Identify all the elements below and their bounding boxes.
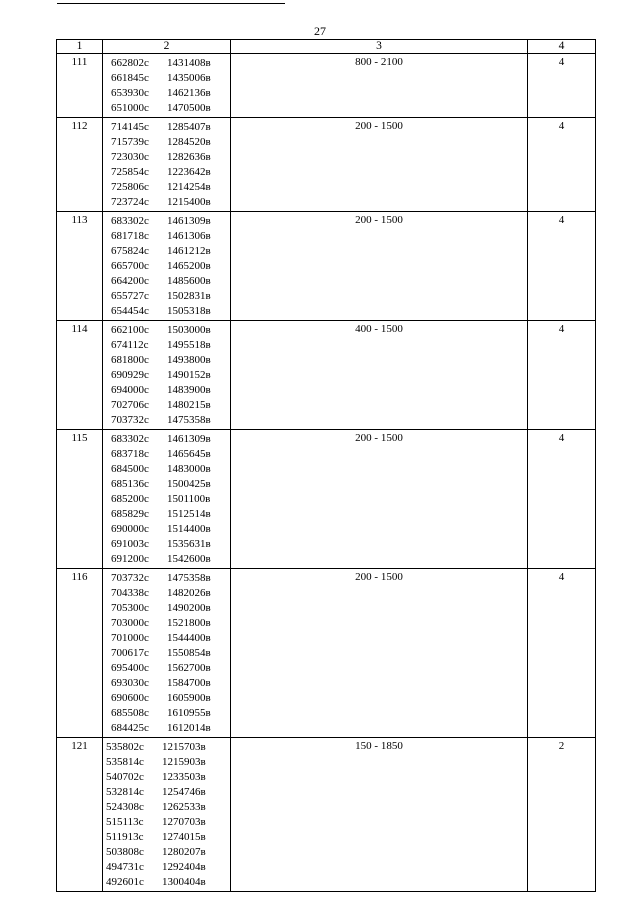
coordinate-pair	[106, 860, 230, 875]
longitude-value: 1274015в	[162, 831, 206, 843]
latitude-value: 654454с	[111, 305, 149, 317]
coordinate-pair	[111, 586, 230, 601]
latitude-value: 532814с	[106, 786, 144, 798]
longitude-value: 1215703в	[162, 741, 206, 753]
coordinate-pair	[111, 571, 230, 586]
coordinate-pair	[111, 150, 230, 165]
latitude-value: 684500с	[111, 463, 149, 475]
latitude-value: 704338с	[111, 587, 149, 599]
longitude-value: 1461309в	[167, 433, 211, 445]
latitude-value: 685200с	[111, 493, 149, 505]
longitude-value: 1475358в	[167, 414, 211, 426]
table-row	[57, 430, 596, 569]
latitude-value: 662802с	[111, 57, 149, 69]
longitude-value: 1485600в	[167, 275, 211, 287]
longitude-value: 1292404в	[162, 861, 206, 873]
latitude-value: 714145с	[111, 121, 149, 133]
coordinate-pair	[111, 120, 230, 135]
column-header-2: 2	[103, 40, 231, 54]
coordinate-pair	[106, 815, 230, 830]
latitude-value: 700617с	[111, 647, 149, 659]
depth-range: 200 - 1500	[231, 118, 528, 212]
coordinate-pair	[106, 845, 230, 860]
coordinate-pair	[111, 477, 230, 492]
coordinate-pair	[111, 432, 230, 447]
latitude-value: 681800с	[111, 354, 149, 366]
latitude-value: 702706с	[111, 399, 149, 411]
coordinate-pair	[111, 195, 230, 210]
longitude-value: 1500425в	[167, 478, 211, 490]
longitude-value: 1483000в	[167, 463, 211, 475]
latitude-value: 701000с	[111, 632, 149, 644]
longitude-value: 1282636в	[167, 151, 211, 163]
coordinates-cell	[103, 430, 231, 569]
latitude-value: 664200с	[111, 275, 149, 287]
latitude-value: 691003с	[111, 538, 149, 550]
latitude-value: 492601с	[106, 876, 144, 888]
coordinate-pair	[111, 398, 230, 413]
coordinates-cell	[103, 212, 231, 321]
coordinate-pair	[111, 507, 230, 522]
table-row	[57, 54, 596, 118]
coordinates-cell	[103, 54, 231, 118]
longitude-value: 1465200в	[167, 260, 211, 272]
longitude-value: 1300404в	[162, 876, 206, 888]
category-value: 4	[528, 212, 596, 321]
coordinate-pair	[111, 71, 230, 86]
latitude-value: 705300с	[111, 602, 149, 614]
longitude-value: 1562700в	[167, 662, 211, 674]
depth-range: 800 - 2100	[231, 54, 528, 118]
coordinate-pair	[111, 274, 230, 289]
depth-range: 200 - 1500	[231, 569, 528, 738]
latitude-value: 685829с	[111, 508, 149, 520]
row-number: 112	[57, 118, 103, 212]
longitude-value: 1462136в	[167, 87, 211, 99]
latitude-value: 665700с	[111, 260, 149, 272]
longitude-value: 1612014в	[167, 722, 211, 734]
coordinate-pair	[111, 304, 230, 319]
longitude-value: 1270703в	[162, 816, 206, 828]
row-number: 114	[57, 321, 103, 430]
longitude-value: 1480215в	[167, 399, 211, 411]
coordinate-pair	[111, 135, 230, 150]
longitude-value: 1605900в	[167, 692, 211, 704]
latitude-value: 511913с	[106, 831, 144, 843]
latitude-value: 685136с	[111, 478, 149, 490]
longitude-value: 1521800в	[167, 617, 211, 629]
latitude-value: 690600с	[111, 692, 149, 704]
longitude-value: 1610955в	[167, 707, 211, 719]
longitude-value: 1495518в	[167, 339, 211, 351]
coordinates-cell	[103, 118, 231, 212]
latitude-value: 723724с	[111, 196, 149, 208]
coordinates-table	[56, 39, 596, 892]
coordinate-pair	[111, 462, 230, 477]
coordinate-pair	[111, 721, 230, 736]
coordinate-pair	[106, 770, 230, 785]
longitude-value: 1461309в	[167, 215, 211, 227]
longitude-value: 1461212в	[167, 245, 211, 257]
coordinate-pair	[106, 875, 230, 890]
category-value: 2	[528, 738, 596, 892]
coordinate-pair	[111, 368, 230, 383]
longitude-value: 1223642в	[167, 166, 211, 178]
coordinates-cell	[103, 321, 231, 430]
longitude-value: 1505318в	[167, 305, 211, 317]
coordinate-pair	[111, 338, 230, 353]
longitude-value: 1503000в	[167, 324, 211, 336]
latitude-value: 524308с	[106, 801, 144, 813]
row-number: 121	[57, 738, 103, 892]
coordinate-pair	[106, 755, 230, 770]
latitude-value: 494731с	[106, 861, 144, 873]
longitude-value: 1254746в	[162, 786, 206, 798]
category-value: 4	[528, 321, 596, 430]
longitude-value: 1550854в	[167, 647, 211, 659]
coordinate-pair	[111, 691, 230, 706]
longitude-value: 1431408в	[167, 57, 211, 69]
column-header-1: 1	[57, 40, 103, 54]
longitude-value: 1215903в	[162, 756, 206, 768]
latitude-value: 683302с	[111, 215, 149, 227]
coordinate-pair	[111, 661, 230, 676]
latitude-value: 703732с	[111, 414, 149, 426]
row-number: 111	[57, 54, 103, 118]
depth-range: 200 - 1500	[231, 212, 528, 321]
latitude-value: 725854с	[111, 166, 149, 178]
coordinates-cell	[103, 569, 231, 738]
coordinate-pair	[106, 800, 230, 815]
coordinate-pair	[111, 676, 230, 691]
depth-range: 150 - 1850	[231, 738, 528, 892]
longitude-value: 1584700в	[167, 677, 211, 689]
coordinate-pair	[111, 492, 230, 507]
longitude-value: 1285407в	[167, 121, 211, 133]
longitude-value: 1465645в	[167, 448, 211, 460]
latitude-value: 662100с	[111, 324, 149, 336]
coordinate-pair	[111, 289, 230, 304]
latitude-value: 723030с	[111, 151, 149, 163]
category-value: 4	[528, 118, 596, 212]
latitude-value: 684425с	[111, 722, 149, 734]
latitude-value: 653930с	[111, 87, 149, 99]
coordinate-pair	[111, 180, 230, 195]
latitude-value: 674112с	[111, 339, 149, 351]
latitude-value: 681718с	[111, 230, 149, 242]
column-header-4: 4	[528, 40, 596, 54]
row-number: 115	[57, 430, 103, 569]
coordinate-pair	[111, 56, 230, 71]
latitude-value: 685508с	[111, 707, 149, 719]
latitude-value: 675824с	[111, 245, 149, 257]
coordinate-pair	[111, 244, 230, 259]
table-row	[57, 321, 596, 430]
coordinate-pair	[111, 616, 230, 631]
coordinate-pair	[111, 631, 230, 646]
latitude-value: 690000с	[111, 523, 149, 535]
longitude-value: 1544400в	[167, 632, 211, 644]
latitude-value: 661845с	[111, 72, 149, 84]
latitude-value: 703000с	[111, 617, 149, 629]
longitude-value: 1233503в	[162, 771, 206, 783]
latitude-value: 655727с	[111, 290, 149, 302]
coordinate-pair	[106, 740, 230, 755]
table-row	[57, 118, 596, 212]
category-value: 4	[528, 430, 596, 569]
latitude-value: 690929с	[111, 369, 149, 381]
latitude-value: 515113с	[106, 816, 144, 828]
latitude-value: 535814с	[106, 756, 144, 768]
longitude-value: 1493800в	[167, 354, 211, 366]
category-value: 4	[528, 54, 596, 118]
coordinate-pair	[111, 552, 230, 567]
longitude-value: 1262533в	[162, 801, 206, 813]
latitude-value: 683718с	[111, 448, 149, 460]
depth-range: 400 - 1500	[231, 321, 528, 430]
row-number: 116	[57, 569, 103, 738]
coordinate-pair	[111, 601, 230, 616]
column-header-3: 3	[231, 40, 528, 54]
coordinate-pair	[111, 214, 230, 229]
row-number: 113	[57, 212, 103, 321]
coordinate-pair	[111, 537, 230, 552]
coordinate-pair	[111, 447, 230, 462]
longitude-value: 1512514в	[167, 508, 211, 520]
coordinate-pair	[111, 383, 230, 398]
coordinate-pair	[111, 259, 230, 274]
table-row	[57, 569, 596, 738]
category-value: 4	[528, 569, 596, 738]
page-number: 27	[314, 24, 326, 38]
longitude-value: 1475358в	[167, 572, 211, 584]
longitude-value: 1490200в	[167, 602, 211, 614]
longitude-value: 1501100в	[167, 493, 211, 505]
latitude-value: 691200с	[111, 553, 149, 565]
longitude-value: 1214254в	[167, 181, 211, 193]
table-row	[57, 738, 596, 892]
longitude-value: 1502831в	[167, 290, 211, 302]
coordinate-pair	[111, 353, 230, 368]
longitude-value: 1461306в	[167, 230, 211, 242]
longitude-value: 1215400в	[167, 196, 211, 208]
longitude-value: 1490152в	[167, 369, 211, 381]
coordinate-pair	[111, 522, 230, 537]
latitude-value: 725806с	[111, 181, 149, 193]
latitude-value: 540702с	[106, 771, 144, 783]
longitude-value: 1482026в	[167, 587, 211, 599]
table-row	[57, 212, 596, 321]
longitude-value: 1542600в	[167, 553, 211, 565]
latitude-value: 703732с	[111, 572, 149, 584]
coordinate-pair	[111, 165, 230, 180]
coordinates-cell	[103, 738, 231, 892]
longitude-value: 1284520в	[167, 136, 211, 148]
coordinate-pair	[106, 830, 230, 845]
coordinate-pair	[111, 646, 230, 661]
top-rule	[57, 3, 285, 4]
latitude-value: 683302с	[111, 433, 149, 445]
latitude-value: 715739с	[111, 136, 149, 148]
longitude-value: 1514400в	[167, 523, 211, 535]
longitude-value: 1535631в	[167, 538, 211, 550]
table-header-row	[57, 40, 596, 54]
coordinate-pair	[111, 323, 230, 338]
latitude-value: 651000с	[111, 102, 149, 114]
longitude-value: 1280207в	[162, 846, 206, 858]
coordinate-pair	[111, 413, 230, 428]
latitude-value: 535802с	[106, 741, 144, 753]
longitude-value: 1483900в	[167, 384, 211, 396]
depth-range: 200 - 1500	[231, 430, 528, 569]
latitude-value: 695400с	[111, 662, 149, 674]
latitude-value: 693030с	[111, 677, 149, 689]
coordinate-pair	[111, 229, 230, 244]
longitude-value: 1435006в	[167, 72, 211, 84]
longitude-value: 1470500в	[167, 102, 211, 114]
latitude-value: 694000с	[111, 384, 149, 396]
coordinate-pair	[111, 86, 230, 101]
latitude-value: 503808с	[106, 846, 144, 858]
coordinate-pair	[111, 101, 230, 116]
coordinate-pair	[111, 706, 230, 721]
coordinate-pair	[106, 785, 230, 800]
